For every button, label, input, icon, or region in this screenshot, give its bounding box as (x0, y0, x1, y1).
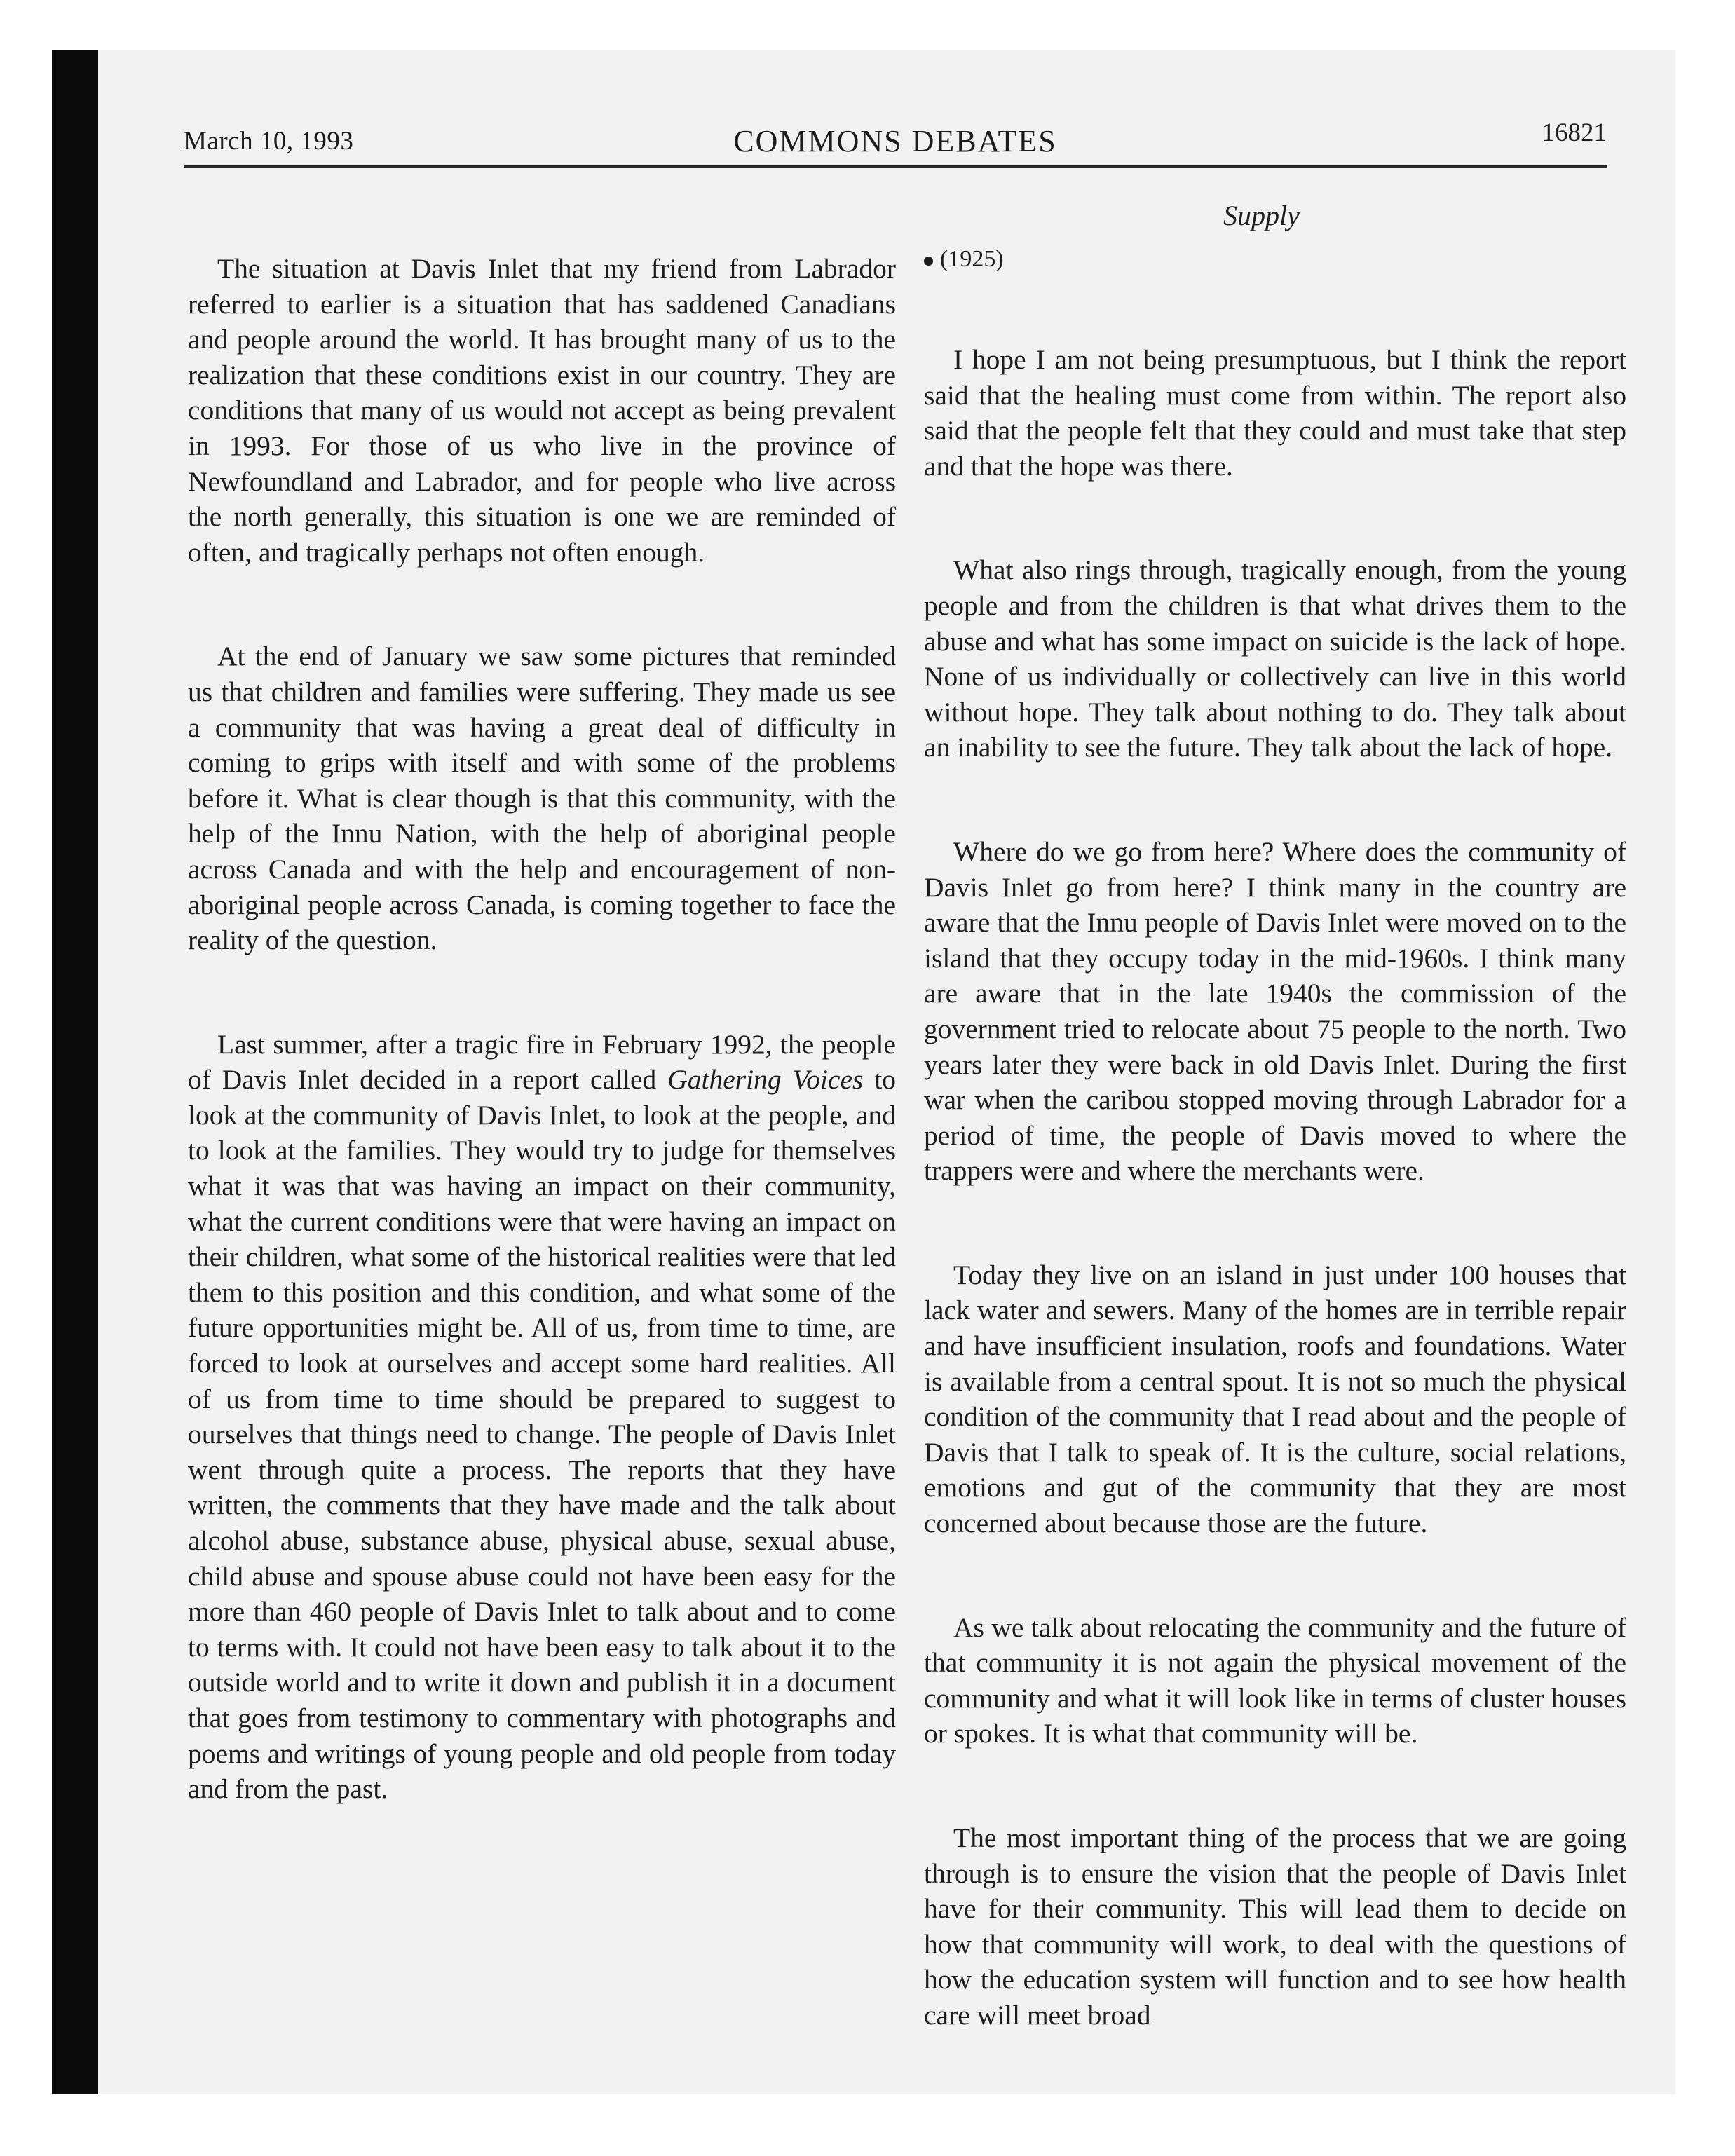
paragraph: Today they live on an island in just under 100 houses that lack water and sewers. Many of the homes are in terrible repair and have insufficient insulation, roofs and foundations. Water is available from a central spout. It is not so much the physical condition of the community that I read about and the people of Davis that I talk to speak of. It is the culture, social relations, emotions and gut of the community that they are most concerned about because those are the future. (924, 1259, 1626, 1539)
report-title: Gathering Voices (667, 1064, 864, 1096)
paragraph: Where do we go from here? Where does the community of Davis Inlet go from here? I think many in the country are aware that the Innu people of Davis Inlet were moved on to the island that they occupy today in the mid-1960s. I think many are aware that in the late 1940s the commission of the government tried to relocate about 75 people to the north. Two years later they were back in old Davis Inlet. During the first war when the caribou stopped moving through Labrador for a period of time, the people of Davis moved to where the trappers were and where the merchants were. (924, 835, 1626, 1187)
page-header (184, 118, 1607, 164)
header-date: March 10, 1993 (184, 127, 354, 156)
publication-title: COMMONS DEBATES (733, 124, 1057, 158)
paragraph: The situation at Davis Inlet that my friend from Labrador referred to earlier is a situation that has saddened Canadians and people around the world. It has brought many of us to the realization that these conditions exist in our country. They are conditions that many of us would not accept as being prevalent in 1993. For those of us who live in the province of Newfoundland and Labrador, and for people who live across the north generally, this situation is one we are reminded of often, and tragically perhaps not often enough. (188, 253, 896, 568)
paragraph-text: to look at the community of Davis Inlet, to look at the people, and to look at the families. They would try to judge for themselves what it was that was having an impact on their community, what the current conditions were that were having an impact on their children, what some of the historical realities were that led them to this position and this condition, and what some of the future opportunities might be. All of us, from time to time, are forced to look at ourselves and accept some hard realities. All of us from time to time should be prepared to suggest to ourselves that things need to change. The people of Davis Inlet went through quite a process. The reports that they have written, the comments that they have made and the talk about alcohol abuse, substance abuse, physical abuse, sexual abuse, child abuse and spouse abuse could not have been easy for the more than 460 people of Davis Inlet to talk about and to come to terms with. It could not have been easy to talk about it to the outside world and to write it down and publish it in a document that goes from testimony to commentary with photographs and poems and writings of young people and old people from today and from the past. (188, 1064, 896, 1805)
paragraph-text: Last summer, after a tragic fire in February 1992, the people of Davis Inlet decided in a report called (188, 1028, 896, 1096)
scan-edge-shadow (52, 50, 98, 2094)
paragraph (188, 1027, 896, 1807)
left-column (188, 251, 896, 1876)
paragraph: As we talk about relocating the community and the future of that community it is not again the physical movement of the community and what it will look like in terms of cluster houses or spokes. It is what that community will be. (924, 1611, 1626, 1749)
time-marker (924, 245, 1626, 273)
right-column (924, 245, 1626, 2102)
paragraph: What also rings through, tragically enough, from the young people and from the children is that what drives them to the abuse and what has some impact on suicide is the lack of hope. None of us individually or collectively can live in this world without hope. They talk about nothing to do. They talk about an inability to see the future. They talk about the lack of hope. (924, 554, 1626, 763)
paragraph: The most important thing of the process that we are going through is to ensure the vision that the people of Davis Inlet have for their community. This will lead them to decide on how that community will work, to deal with the questions of how the education system will function and to see how health care will meet broad (924, 1822, 1626, 2031)
page-number: 16821 (1542, 118, 1607, 147)
header-divider (184, 165, 1607, 168)
time-marker-text: (1925) (940, 246, 1004, 272)
section-label: Supply (1223, 200, 1300, 231)
paragraph: I hope I am not being presumptuous, but I think the report said that the healing must come from within. The report also said that the people felt that they could and must take that step and that the hope was there. (924, 344, 1626, 482)
bullet-icon (924, 257, 933, 266)
paragraph: At the end of January we saw some pictures that reminded us that children and families were suffering. They made us see a community that was having a great deal of difficulty in coming to grips with itself and with some of the problems before it. What is clear though is that this community, with the help of the Innu Nation, with the help of aboriginal people across Canada and with the help and encouragement of non-aboriginal people across Canada, is coming together to face the reality of the question. (188, 641, 896, 956)
